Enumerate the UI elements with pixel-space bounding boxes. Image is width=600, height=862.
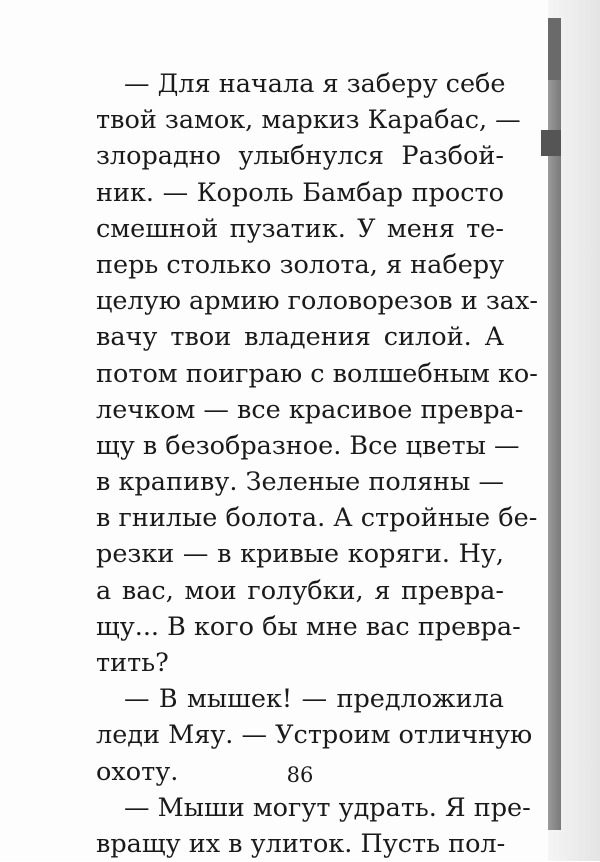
text-line: твой замок, маркиз Карабас, — bbox=[96, 105, 521, 136]
text-line: щу в безобразное. Все цветы — bbox=[96, 430, 520, 461]
text-line: перь столько золота, я наберу bbox=[96, 249, 505, 280]
text-line: ник. — Король Бамбар просто bbox=[96, 177, 504, 208]
text-line: вачу твои владения силой. А bbox=[96, 322, 504, 353]
text-line: леди Мяу. — Устроим отличную bbox=[96, 720, 533, 751]
page-edge-bar-top bbox=[548, 18, 561, 80]
text-line: в крапиву. Зеленые поляны — bbox=[96, 467, 504, 498]
text-line: тить? bbox=[96, 648, 169, 678]
text-line: а вас, мои голубки, я превра- bbox=[96, 575, 504, 606]
text-line: — В мышек! — предложила bbox=[124, 684, 504, 715]
text-line: — Мыши могут удрать. Я пре- bbox=[124, 792, 531, 823]
body-text bbox=[96, 66, 538, 862]
text-line: целую армию головорезов и зах- bbox=[96, 286, 538, 317]
page-number: 86 bbox=[286, 763, 314, 787]
text-line: вращу их в улиток. Пусть пол- bbox=[96, 828, 506, 859]
text-line: щу... В кого бы мне вас превра- bbox=[96, 611, 521, 642]
text-line: злорадно улыбнулся Разбой- bbox=[96, 141, 504, 172]
text-line: в гнилые болота. А стройные бе- bbox=[96, 503, 538, 534]
page-edge-tab bbox=[541, 130, 561, 156]
text-line: лечком — все красивое превра- bbox=[96, 394, 524, 425]
text-line: охоту. bbox=[96, 756, 179, 787]
text-line: потом поиграю с волшебным ко- bbox=[96, 358, 538, 389]
text-line: резки — в кривые коряги. Ну, bbox=[96, 539, 504, 570]
text-line: смешной пузатик. У меня те- bbox=[96, 213, 504, 244]
text-line: — Для начала я заберу себе bbox=[124, 69, 506, 99]
